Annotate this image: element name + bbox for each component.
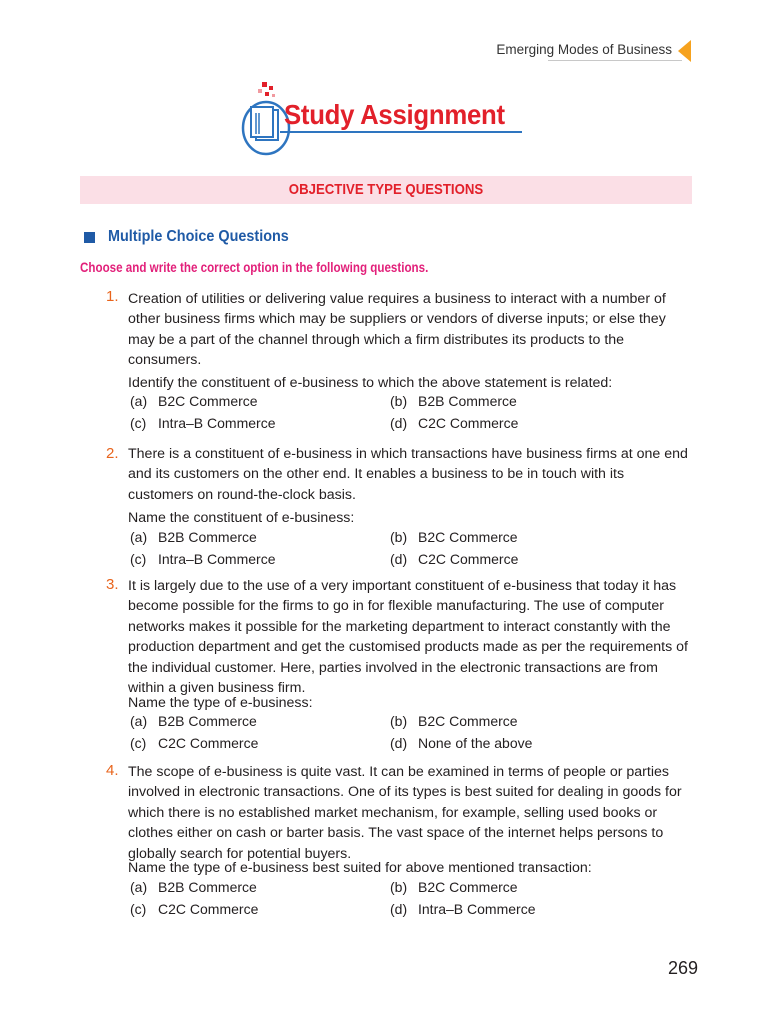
question-text: It is largely due to the use of a very important constituent of e-business that today it has become possible for the firms to go in for flexible manufacturing. The use of computer networks makes it possible for the marketing department to interact constantly with the production department and get the customised products made as per the requirements of the individual customer. Here, parties involved in the electronic transactions are from within a given business firm. xyxy=(128,578,688,697)
question-prompt: Name the constituent of e-business: xyxy=(128,510,355,526)
header-rule xyxy=(548,60,682,61)
option-item: (a) B2C Commerce xyxy=(130,393,258,409)
question-text: There is a constituent of e-business in which transactions have business firms at one end and its customers on the other end. It enables a business to be in touch with its customers on round-the-clock basis. xyxy=(128,446,688,503)
option-item: (c) C2C Commerce xyxy=(130,735,259,751)
option-item: (c) Intra–B Commerce xyxy=(130,415,276,431)
section-title: OBJECTIVE TYPE QUESTIONS xyxy=(288,181,484,198)
logo-title: Study Assignment xyxy=(284,99,505,130)
running-head-marker xyxy=(678,40,691,62)
bullet-square-icon xyxy=(84,232,95,243)
question-number: 4. xyxy=(106,762,119,779)
option-item: (c) C2C Commerce xyxy=(130,901,259,917)
question-number: 3. xyxy=(106,576,119,593)
option-item: (a) B2B Commerce xyxy=(130,713,257,729)
question-prompt: Name the type of e-business best suited for above mentioned transaction: xyxy=(128,860,592,876)
mcq-heading: Multiple Choice Questions xyxy=(108,228,289,245)
section-banner xyxy=(80,176,692,204)
study-assignment-logo xyxy=(236,80,526,170)
question-number: 1. xyxy=(106,288,119,305)
option-item: (c) Intra–B Commerce xyxy=(130,551,276,567)
option-item: (d) Intra–B Commerce xyxy=(390,901,536,917)
option-item: (b) B2C Commerce xyxy=(390,879,518,895)
option-item: (b) B2B Commerce xyxy=(390,393,517,409)
option-item: (d) None of the above xyxy=(390,735,533,751)
option-item: (b) B2C Commerce xyxy=(390,529,518,545)
option-item: (a) B2B Commerce xyxy=(130,879,257,895)
option-item: (d) C2C Commerce xyxy=(390,551,519,567)
question-prompt: Identify the constituent of e-business to which the above statement is related: xyxy=(128,375,613,391)
running-head: Emerging Modes of Business xyxy=(496,42,672,57)
question-number: 2. xyxy=(106,445,119,462)
page-number: 269 xyxy=(667,958,698,978)
question-text: The scope of e-business is quite vast. It can be examined in terms of people or parties involved in electronic transactions. One of its types is best suited for dealing in goods for which there is no established market mechanism, for example, selling used books or clothes either on cash or barter basis. The vast space of the internet helps persons to globally search for potential buyers. xyxy=(128,764,682,862)
question-text: Creation of utilities or delivering value requires a business to interact with a number of other business firms which may be suppliers or vendors of diverse inputs; or else they may be a part of the channel through which a firm distributes its products to the consumers. xyxy=(128,291,666,369)
option-item: (a) B2B Commerce xyxy=(130,529,257,545)
instruction-text: Choose and write the correct option in the following questions. xyxy=(80,260,429,275)
option-item: (d) C2C Commerce xyxy=(390,415,519,431)
option-item: (b) B2C Commerce xyxy=(390,713,518,729)
question-prompt: Name the type of e-business: xyxy=(128,695,313,711)
